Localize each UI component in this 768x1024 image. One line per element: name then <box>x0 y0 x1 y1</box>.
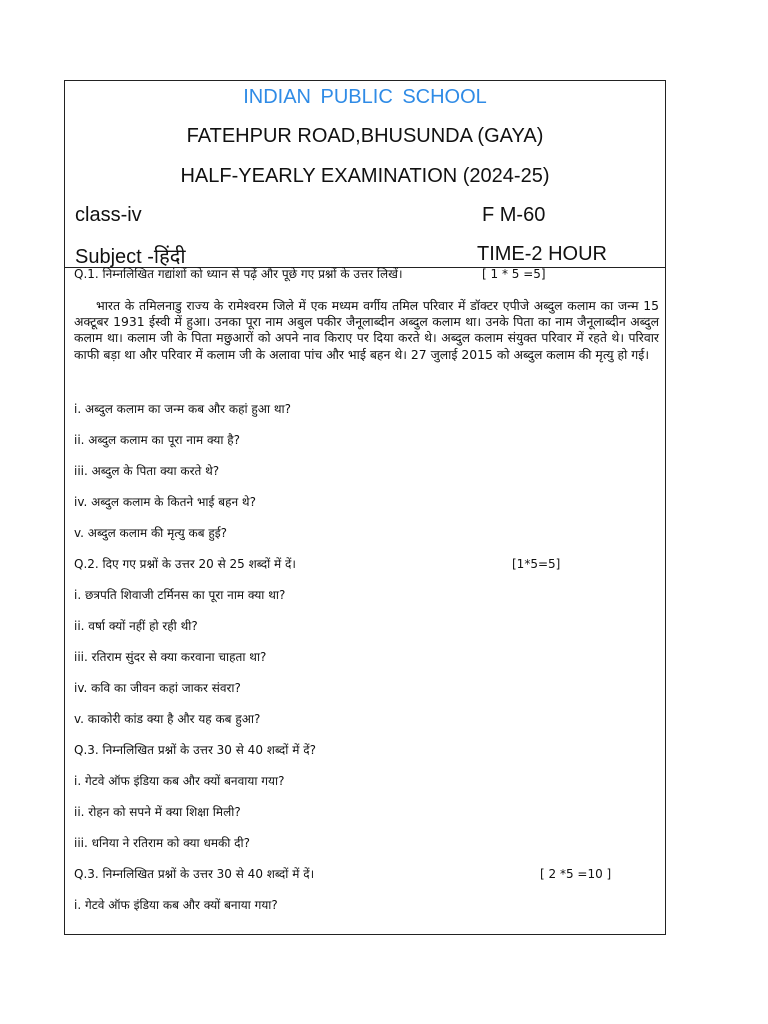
question-2-item: iii. रतिराम सुंदर से क्या करवाना चाहता था? <box>74 650 267 664</box>
question-1-item: iii. अब्दुल के पिता क्या करते थे? <box>74 464 220 478</box>
question-4-marks: [ 2 *5 =10 ] <box>540 867 612 881</box>
question-2-item: v. काकोरी कांड क्या है और यह कब हुआ? <box>74 712 261 726</box>
question-2-item: iv. कवि का जीवन कहां जाकर संवरा? <box>74 681 241 695</box>
question-1-item: i. अब्दुल कलाम का जन्म कब और कहां हुआ था? <box>74 402 291 416</box>
school-name: INDIAN PUBLIC SCHOOL <box>243 86 487 108</box>
question-1-item: iv. अब्दुल कलाम के कितने भाई बहन थे? <box>74 495 256 509</box>
question-1-heading: Q.1. निम्नलिखित गद्यांशों को ध्यान से पढ़ें और पूछे गए प्रश्नों के उत्तर लिखें। <box>74 267 403 281</box>
subject-label: Subject -हिंदी <box>75 246 186 268</box>
question-1-marks: [ 1 * 5 =5] <box>482 267 546 281</box>
class-label: class-iv <box>75 204 142 226</box>
question-2-item: ii. वर्षा क्यों नहीं हो रही थी? <box>74 619 198 633</box>
question-2-marks: [1*5=5] <box>512 557 561 571</box>
question-1-item: v. अब्दुल कलाम की मृत्यु कब हुई? <box>74 526 228 540</box>
time-label: TIME-2 HOUR <box>477 243 607 265</box>
question-3-heading: Q.3. निम्नलिखित प्रश्नों के उत्तर 30 से 40 शब्दों में दें? <box>74 743 316 757</box>
question-1-item: ii. अब्दुल कलाम का पूरा नाम क्या है? <box>74 433 241 447</box>
question-3-item: ii. रोहन को सपने में क्या शिक्षा मिली? <box>74 805 241 819</box>
question-3-item: i. गेटवे ऑफ इंडिया कब और क्यों बनवाया गया? <box>74 774 285 788</box>
question-2-item: i. छत्रपति शिवाजी टर्मिनस का पूरा नाम क्या था? <box>74 588 286 602</box>
question-3-item: iii. धनिया ने रतिराम को क्या धमकी दी? <box>74 836 250 850</box>
full-marks-label: F M-60 <box>482 204 546 226</box>
exam-title: HALF-YEARLY EXAMINATION (2024-25) <box>180 165 550 187</box>
question-4-item: i. गेटवे ऑफ इंडिया कब और क्यों बनाया गया? <box>74 898 278 912</box>
comprehension-passage: भारत के तमिलनाडु राज्य के रामेश्वरम जिले में एक मध्यम वर्गीय तमिल परिवार में डॉक्टर एपीजे अब्दुल कलाम का जन्म 15 अक्टूबर 1931 ईस्वी में हुआ। उनका पूरा नाम अबुल पकीर जैनूलाब्दीन अब्दुल कलाम था। उनके पिता का नाम जैनूलाब्दीन अब्दुल कलाम था। कलाम जी के पिता मछुआरों को अपने नाव किराए पर दिया करते थे। अब्दुल कलाम संयुक्त परिवार में रहते थे। परिवार काफी बड़ा था और परिवार में कलाम जी के अलावा पांच और भाई बहन थे। 27 जुलाई 2015 को अब्दुल कलाम की मृत्यु हो गई। <box>74 298 659 362</box>
question-2-heading: Q.2. दिए गए प्रश्नों के उत्तर 20 से 25 शब्दों में दें। <box>74 557 296 571</box>
question-4-heading: Q.3. निम्नलिखित प्रश्नों के उत्तर 30 से 40 शब्दों में दें। <box>74 867 315 881</box>
school-address: FATEHPUR ROAD,BHUSUNDA (GAYA) <box>186 125 544 147</box>
